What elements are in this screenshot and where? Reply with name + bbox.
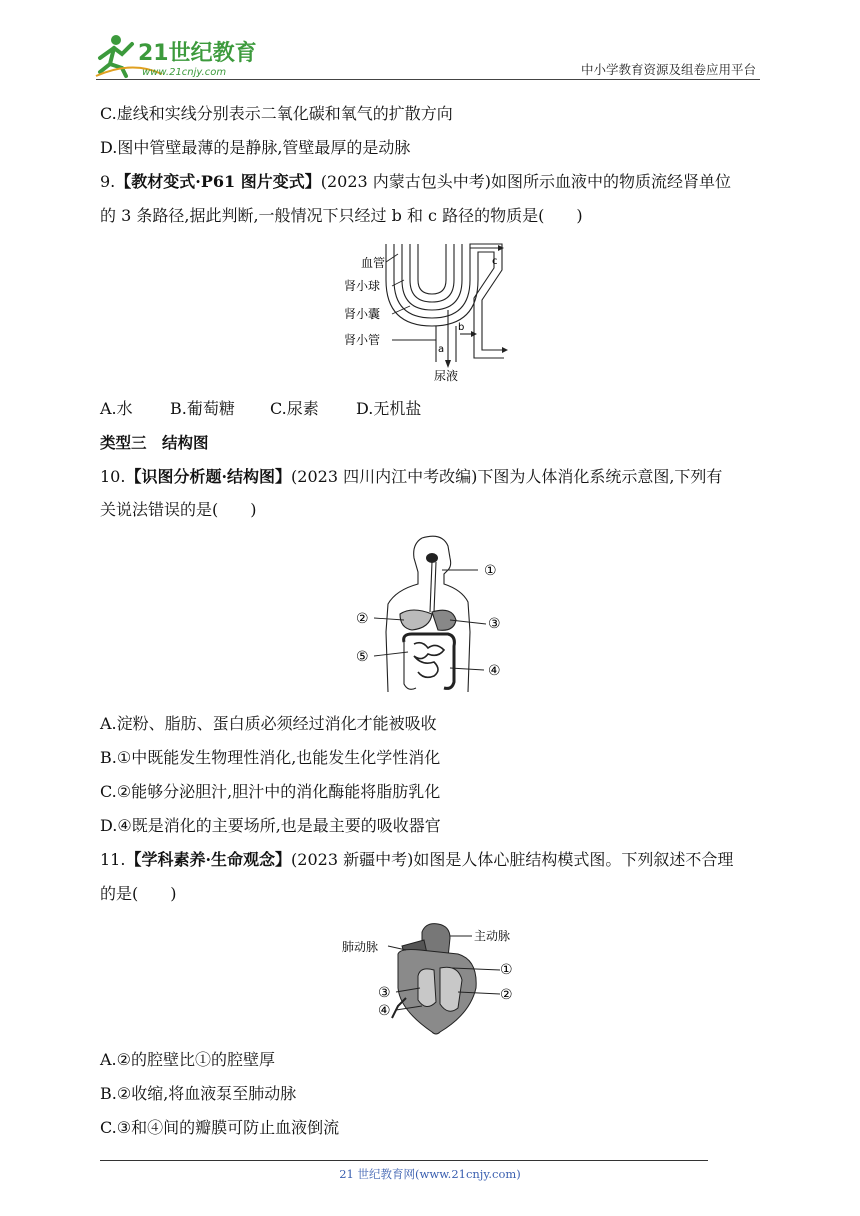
question-10-number: 10. (100, 467, 126, 486)
marker-1: ① (484, 563, 497, 579)
option-a: A.水 (100, 399, 133, 418)
question-9-text: (2023 内蒙古包头中考)如图所示血液中的物质流经肾单位 (320, 172, 732, 191)
section-heading: 类型三 结构图 (100, 434, 209, 452)
marker-5: ⑤ (356, 649, 369, 665)
question-11-option-b: B.②收缩,将血液泵至肺动脉 (100, 1084, 297, 1103)
label-aorta: 主动脉 (474, 929, 511, 943)
question-10-option-c: C.②能够分泌胆汁,胆汁中的消化酶能将脂肪乳化 (100, 782, 441, 801)
heart-marker-1: ① (500, 962, 513, 978)
digestive-system-figure (352, 532, 508, 696)
heart-marker-3: ③ (378, 985, 391, 1001)
heart-marker-2: ② (500, 987, 513, 1003)
question-10-option-a: A.淀粉、脂肪、蛋白质必须经过消化才能被吸收 (100, 714, 437, 733)
question-10-option-d: D.④既是消化的主要场所,也是最主要的吸收器官 (100, 816, 441, 835)
question-10-line1 (100, 467, 722, 487)
marker-2: ② (356, 611, 369, 627)
question-11-option-a: A.②的腔壁比①的腔壁厚 (100, 1050, 275, 1069)
mouth-region (426, 553, 438, 563)
marker-3: ③ (488, 616, 501, 632)
logo-text: 21世纪教育 (138, 41, 257, 66)
heart-figure (340, 918, 530, 1038)
heart-marker-4: ④ (378, 1003, 391, 1019)
prev-option-c: C.虚线和实线分别表示二氧化碳和氧气的扩散方向 (100, 104, 453, 123)
question-9-number: 9. (100, 172, 116, 191)
header-divider (96, 79, 760, 80)
site-logo (92, 30, 262, 80)
label-vessel: 血管 (361, 256, 386, 270)
question-11-option-c: C.③和④间的瓣膜可防止血液倒流 (100, 1118, 340, 1137)
question-9-tag: 【教材变式·P61 图片变式】 (115, 172, 321, 191)
question-9-line1 (100, 172, 731, 192)
question-10-tag: 【识图分析题·结构图】 (125, 467, 292, 486)
logo-url: www.21cnjy.com (142, 67, 227, 78)
nephron-figure (344, 240, 522, 386)
label-urine: 尿液 (434, 369, 459, 383)
path-a-label: a (438, 344, 445, 355)
question-11-number: 11. (100, 850, 126, 869)
label-glomerulus: 肾小球 (344, 279, 381, 293)
prev-option-d: D.图中管壁最薄的是静脉,管壁最厚的是动脉 (100, 138, 411, 157)
question-11-tag: 【学科素养·生命观念】 (125, 850, 292, 869)
label-pulmonary-artery: 肺动脉 (342, 940, 379, 954)
path-c-label: c (492, 256, 498, 267)
option-d: D.无机盐 (356, 399, 422, 418)
marker-4: ④ (488, 663, 501, 679)
question-10-text: (2023 四川内江中考改编)下图为人体消化系统示意图,下列有 (291, 467, 723, 486)
question-9-options (100, 399, 421, 419)
question-9-line2: 的 3 条路径,据此判断,一般情况下只经过 b 和 c 路径的物质是( ) (100, 206, 583, 225)
header-tagline: 中小学教育资源及组卷应用平台 (580, 62, 756, 77)
question-10-line2: 关说法错误的是( ) (100, 500, 257, 519)
label-capsule: 肾小囊 (344, 307, 381, 321)
label-tubule: 肾小管 (344, 333, 381, 347)
question-11-line2: 的是( ) (100, 884, 177, 903)
option-b: B.葡萄糖 (170, 399, 235, 418)
path-b-label: b (458, 322, 465, 333)
question-10-option-b: B.①中既能发生物理性消化,也能发生化学性消化 (100, 748, 441, 767)
footer-divider (100, 1160, 708, 1161)
option-c: C.尿素 (270, 399, 319, 418)
footer-link[interactable]: 21 世纪教育网(www.21cnjy.com) (339, 1167, 521, 1181)
question-11-line1 (100, 850, 733, 870)
question-11-text: (2023 新疆中考)如图是人体心脏结构模式图。下列叙述不合理 (291, 850, 734, 869)
